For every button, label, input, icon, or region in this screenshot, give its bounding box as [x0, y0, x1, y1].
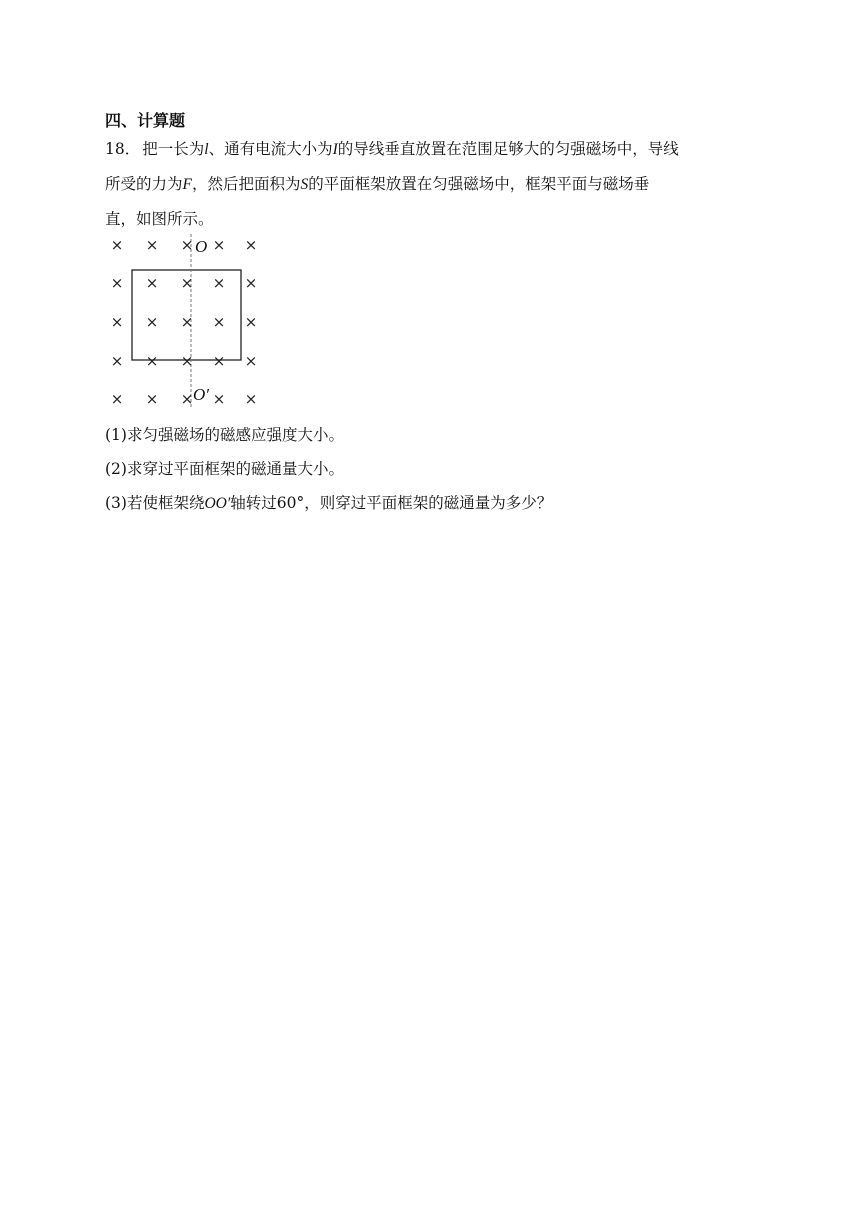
question-2-text	[127, 460, 344, 478]
problem-text	[105, 140, 679, 228]
field-cross-icon: ×	[244, 313, 258, 331]
text-run: 直，如图所示。	[105, 210, 214, 228]
field-cross-icon: ×	[110, 313, 124, 331]
field-cross-icon: ×	[110, 390, 124, 408]
text-run: 所受的力为	[105, 175, 183, 193]
text-run: 的平面框架放置在匀强磁场中，框架平面与磁场垂	[308, 175, 650, 193]
field-cross-icon: ×	[145, 313, 159, 331]
text-run: ，然后把面积为	[191, 175, 301, 193]
field-cross-icon: ×	[180, 274, 194, 292]
text-run: 若使框架绕	[126, 494, 205, 512]
math-variable: F	[182, 176, 192, 193]
question-3-text	[127, 494, 552, 512]
question-2-label: (2)	[105, 460, 127, 478]
field-cross-icon: ×	[180, 236, 194, 254]
field-cross-icon: ×	[212, 352, 226, 370]
field-cross-icon: ×	[145, 390, 159, 408]
question-1-text	[127, 426, 344, 444]
field-cross-icon: ×	[145, 352, 159, 370]
field-cross-icon: ×	[110, 274, 124, 292]
field-cross-icon: ×	[212, 274, 226, 292]
magnetic-field-figure	[105, 230, 265, 410]
axis-label-bottom: O′	[193, 385, 209, 404]
axis-label-top: O	[195, 237, 208, 256]
field-cross-icon: ×	[244, 236, 258, 254]
math-variable: l	[204, 141, 209, 158]
field-cross-icon: ×	[180, 390, 194, 408]
field-cross-icon: ×	[180, 313, 194, 331]
question-3	[105, 492, 552, 515]
field-cross-icon: ×	[212, 390, 226, 408]
field-cross-icon: ×	[145, 274, 159, 292]
text-run: 求匀强磁场的磁感应强度大小。	[126, 426, 344, 444]
text-run: 把一长为	[142, 140, 205, 158]
math-variable: OO′	[204, 495, 231, 512]
math-variable: I	[332, 141, 338, 158]
problem-statement	[105, 132, 755, 236]
question-1-label: (1)	[105, 426, 127, 444]
field-cross-icon: ×	[244, 352, 258, 370]
text-run: 、通有电流大小为	[208, 140, 333, 158]
section-heading: 四、计算题	[105, 111, 186, 130]
question-2	[105, 458, 344, 480]
field-cross-icon: ×	[145, 236, 159, 254]
math-variable: S	[300, 176, 309, 193]
field-cross-icon: ×	[180, 352, 194, 370]
question-3-label: (3)	[105, 494, 127, 512]
field-cross-icon: ×	[110, 236, 124, 254]
text-run: 的导线垂直放置在范围足够大的匀强磁场中，导线	[337, 140, 679, 158]
frame-diagram	[105, 230, 265, 410]
field-cross-icon: ×	[110, 352, 124, 370]
field-cross-icon: ×	[244, 390, 258, 408]
question-1	[105, 424, 344, 446]
text-run: 轴转过60°，则穿过平面框架的磁通量为多少？	[230, 494, 553, 512]
field-cross-group	[111, 236, 258, 408]
field-cross-icon: ×	[244, 274, 258, 292]
field-cross-icon: ×	[212, 313, 226, 331]
problem-number: 18．	[105, 140, 141, 158]
text-run: 求穿过平面框架的磁通量大小。	[126, 460, 344, 478]
field-cross-icon: ×	[212, 236, 226, 254]
